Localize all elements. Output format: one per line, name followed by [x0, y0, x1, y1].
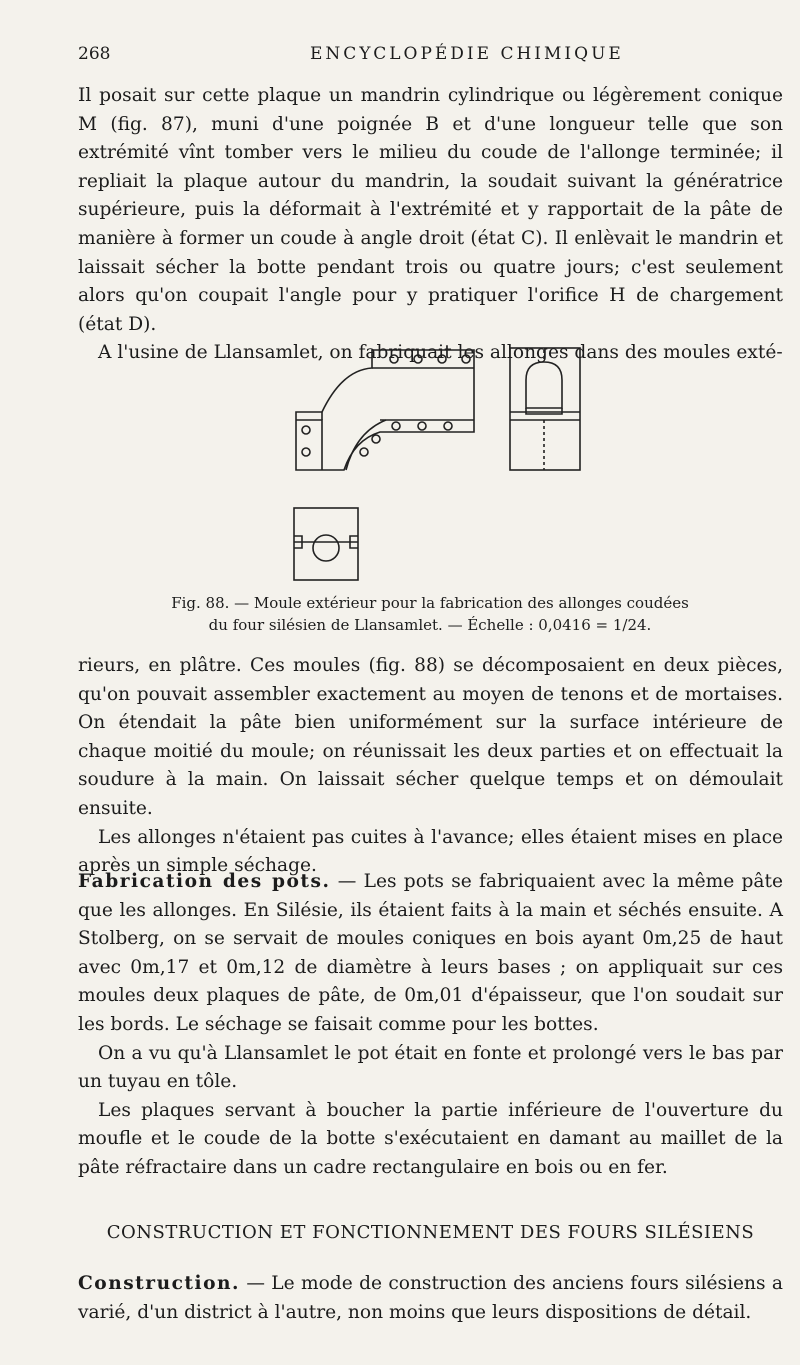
paragraph-llansamlet: A l'usine de Llansamlet, on fabriquait les allonges dans des moules exté-	[98, 342, 783, 364]
paragraph-construction-text: — Le mode de construction des anciens fours silésiens a varié, d'un district à l'autre, non moins que leurs dispositions de détail.	[78, 1273, 783, 1323]
running-head	[78, 44, 778, 74]
text-block-3	[78, 868, 783, 1183]
paragraph-plaques: Les plaques servant à boucher la partie inférieure de l'ouverture du moufle et le coude de la botte s'exécutaient en damant au maillet de la pâte réfractaire dans un cadre rectangulaire en bois ou en fer.	[78, 1099, 783, 1178]
section-heading: CONSTRUCTION ET FONCTIONNEMENT DES FOURS SILÉSIENS	[106, 1222, 755, 1243]
paragraph-moules: rieurs, en plâtre. Ces moules (fig. 88) se décomposaient en deux pièces, qu'on pouvait assembler exactement au moyen de tenons et de mortaises. On étendait la pâte bien uniformément sur la surface intérieure de chaque moitié du moule; on réunissait les deux parties et on effectuait la soudure à la main. On laissait sécher quelque temps et on démoulait ensuite.	[78, 655, 783, 819]
text-block-4	[78, 1270, 783, 1327]
running-title: ENCYCLOPÉDIE CHIMIQUE	[310, 44, 624, 64]
text-block-1	[78, 82, 783, 368]
text-block-2	[78, 652, 783, 881]
page-number: 268	[78, 44, 111, 64]
caption-line-1: Fig. 88. — Moule extérieur pour la fabrication des allonges coudées	[171, 594, 689, 612]
figure-88	[282, 340, 602, 590]
paragraph-sechage: Les allonges n'étaient pas cuites à l'avance; elles étaient mises en place après un simple séchage.	[78, 826, 783, 877]
runin-construction: Construction.	[78, 1273, 240, 1294]
runin-fabrication-pots: Fabrication des pots.	[78, 871, 331, 892]
paragraph-pots	[78, 868, 783, 1040]
paragraph-fonte: On a vu qu'à Llansamlet le pot était en fonte et prolongé vers le bas par un tuyau en tôle.	[78, 1042, 783, 1093]
paragraph-mandrin: Il posait sur cette plaque un mandrin cylindrique ou légèrement conique M (fig. 87), muni d'une poignée B et d'une longueur telle que son extrémité vînt tomber vers le milieu du coude de l'allonge terminée; il repliait la plaque autour du mandrin, la soudait suivant la génératrice supérieure, puis la déformait à l'extrémité et y rapportait de la pâte de manière à former un coude à angle droit (état C). Il enlèvait le mandrin et laissait sécher la botte pendant trois ou quatre jours; c'est seulement alors qu'on coupait l'angle pour y pratiquer l'orifice H de chargement (état D).	[78, 85, 783, 335]
figure-caption	[150, 592, 710, 636]
paragraph-construction	[78, 1270, 783, 1327]
paragraph-pots-text: — Les pots se fabriquaient avec la même pâte que les allonges. En Silésie, ils étaient faits à la main et séchés ensuite. A Stolberg, on se servait de moules coniques en bois ayant 0m,25 de haut avec 0m,17 et 0m,12 de diamètre à leurs bases ; on appliquait sur ces moules deux plaques de pâte, de 0m,01 d'épaisseur, que l'on soudait sur les bords. Le séchage se faisait comme pour les bottes.	[78, 871, 783, 1035]
caption-line-2: du four silésien de Llansamlet. — Échelle : 0,0416 = 1/24.	[208, 616, 652, 634]
mould-drawing	[282, 340, 602, 590]
